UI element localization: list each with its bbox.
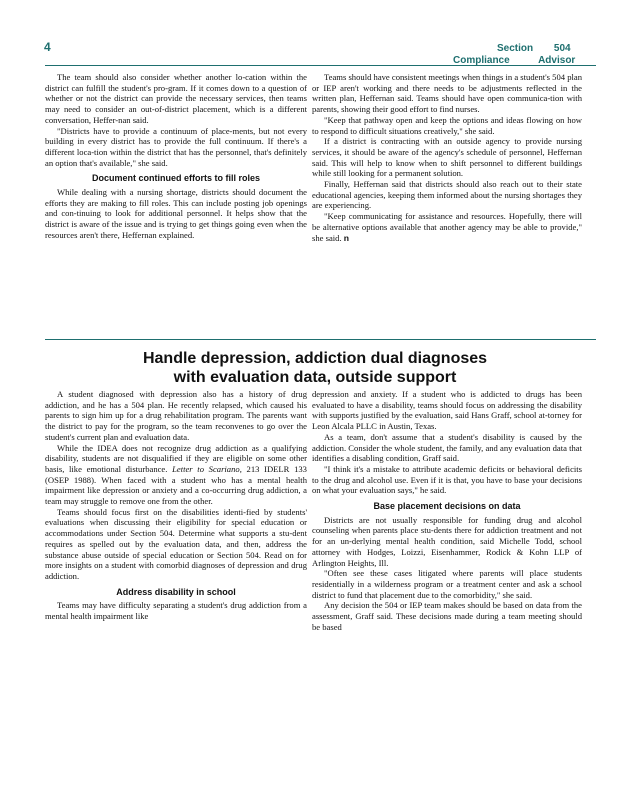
subheading: Base placement decisions on data — [373, 501, 521, 512]
page-number: 4 — [44, 40, 51, 54]
headline-line-1: Handle depression, addiction dual diagnoses — [142, 350, 488, 367]
paragraph-text: , 213 IDELR 133 (OSEP 1988). When faced with a student who has a mental health impairment like depression or anxiety and a co-occurring drug addiction, a team may struggle to remove one from the other. — [45, 463, 307, 507]
end-mark: n — [343, 232, 350, 243]
paragraph: "Keep that pathway open and keep the options and ideas flowing on how to respond to difficult situations creatively," she said. — [312, 114, 582, 136]
case-citation: Letter to Scariano — [172, 463, 240, 474]
paragraph: "Often see these cases litigated where parents will place students residentially in a wilderness program or a treatment center and ask a school district to fund that placement due to the comorbidity," she said. — [312, 568, 582, 600]
headline-line-2: with evaluation data, outside support — [173, 369, 457, 386]
article-divider — [45, 339, 596, 340]
paragraph: Districts are not usually responsible for funding drug and alcohol counseling when parents place stu-dents there for addiction treatment and not for an un-derlying mental health condition, said Michelle Todd, school attorney with Hodges, Loizzi, Eisenhammer, Rodick & Kohn LLP of Arlington Heights, Ill. — [312, 514, 582, 568]
paragraph: Finally, Heffernan said that districts should also reach out to their state educational agencies, keeping them informed about the nursing shortages they are experiencing. — [312, 179, 582, 211]
paragraph: As a team, don't assume that a student's disability is caused by the addiction. Consider the whole student, the family, and any evaluation data that identifies a disabling condition, Graff said. — [312, 431, 582, 464]
paragraph: While dealing with a nursing shortage, districts should document the efforts they are making to fill roles. This can include posting job openings and con-tinuing to look for additional personnel. It helps show that the district is aware of the issue and is trying to get things going even when the resources aren't there, Heffernan explained. — [45, 187, 307, 240]
paragraph: A student diagnosed with depression also has a history of drug addiction, and he has a 504 plan. He recently relapsed, which caused his parents to sign him up for a drug rehabilitation program. The parents want the district to pay for the program, so the team reconvenes to go over the student's current plan and evaluation data. — [45, 389, 307, 442]
paragraph-final — [312, 211, 582, 243]
subheading: Address disability in school — [116, 586, 236, 597]
paragraph-text: While the IDEA does not recognize drug addiction as a qualifying disability, students are not disqualified if they are eligible on some other basis, like emotional disturbance. — [45, 442, 307, 474]
subheading: Document continued efforts to fill roles — [91, 173, 260, 184]
article2-headline — [45, 349, 585, 387]
publication-subtitle: Compliance Advisor — [453, 55, 576, 66]
paragraph: Teams may have difficulty separating a student's drug addiction from a mental health impairment like — [45, 600, 307, 622]
article1-left-column — [45, 72, 307, 241]
article1-right-column — [312, 72, 582, 243]
section-title: Section 504 — [497, 43, 571, 54]
paragraph-continued: depression and anxiety. If a student who is addicted to drugs has been evaluated to have a disability, teams should focus on addressing the disability with supports justified by the evaluation, said Hans Graff, school at-torney for Leon Alcala PLLC in Austin, Texas. — [312, 389, 582, 432]
paragraph: "Districts have to provide a continuum of place-ments, but not every building in every district has to provide the full continuum. If there's a different loca-tion within the district that has the personnel, that's definitely an option that's available," she said. — [45, 125, 307, 168]
paragraph: Teams should have consistent meetings when things in a student's 504 plan or IEP aren't working and there needs to be adjustments reflected in the written plan, Heffernan said. Teams should have open communica-tion with parents, showing their good effort to find nurses. — [312, 72, 583, 115]
header-rule — [45, 65, 596, 66]
paragraph: Any decision the 504 or IEP team makes should be based on data from the assessment, Graff said. These decisions made during a team meeting should be based — [312, 600, 582, 632]
paragraph — [45, 443, 307, 507]
article2-left-column — [45, 389, 307, 622]
article2-right-column — [312, 389, 582, 632]
paragraph: The team should also consider whether another lo-cation within the district can fulfill the student's pro-gram. If it comes down to a question of whether or not the district can provide the necessary services, then teams may need to consider an out-of-district placement, which is a different conversation, Heffer-nan said. — [45, 72, 307, 125]
paragraph-text: "Keep communicating for assistance and resources. Hopefully, there will be alternative options available that another agency may be able to provide," she said. — [312, 211, 582, 243]
paragraph: Teams should focus first on the disabilities identi-fied by students' evaluations when discussing their eligibility for special education or accommodations under Section 504. Determine what supports a stu-dent requires as spelled out by the evaluation data, and then, address the substance abuse outside of special education or Section 504. Read on for more insights on a student with comorbid diagnoses of depression and drug addiction. — [45, 506, 307, 581]
paragraph: If a district is contracting with an outside agency to provide nursing services, it should be aware of the agency's schedule of personnel, Heffernan said. This will help to know when to shift personnel to different buildings while still looking for a permanent solution. — [312, 136, 582, 179]
paragraph: "I think it's a mistake to attribute academic deficits or behavioral deficits to the drug and alcohol use. Even if it is that, you have to base your decisions on what your evaluation says," he said. — [312, 463, 582, 496]
